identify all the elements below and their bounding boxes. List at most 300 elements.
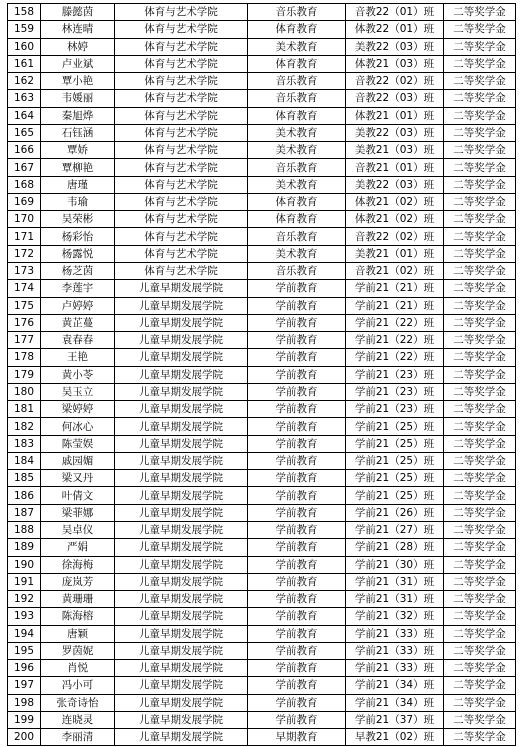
college-name-cell: 体育与艺术学院 [115,142,248,159]
major-name-cell: 学前教育 [248,625,346,642]
class-name-cell: 学前21（25）班 [346,418,444,435]
award-level-cell: 二等奖学金 [444,280,516,297]
award-level-cell: 二等奖学金 [444,521,516,538]
row-number-cell: 186 [8,487,41,504]
class-name-cell: 美教22（03）班 [346,176,444,193]
row-number-cell: 160 [8,38,41,55]
row-number-cell: 180 [8,383,41,400]
major-name-cell: 音乐教育 [248,262,346,279]
student-name-cell: 肖悦 [41,660,115,677]
student-name-cell: 林婷 [41,38,115,55]
class-name-cell: 美教22（03）班 [346,38,444,55]
row-number-cell: 197 [8,677,41,694]
row-number-cell: 159 [8,21,41,38]
class-name-cell: 学前21（22）班 [346,332,444,349]
row-number-cell: 193 [8,608,41,625]
college-name-cell: 儿童早期发展学院 [115,487,248,504]
student-name-cell: 杨芝茵 [41,262,115,279]
college-name-cell: 儿童早期发展学院 [115,556,248,573]
major-name-cell: 美术教育 [248,124,346,141]
college-name-cell: 儿童早期发展学院 [115,332,248,349]
major-name-cell: 学前教育 [248,711,346,728]
major-name-cell: 美术教育 [248,38,346,55]
class-name-cell: 学前21（33）班 [346,660,444,677]
college-name-cell: 体育与艺术学院 [115,159,248,176]
college-name-cell: 儿童早期发展学院 [115,625,248,642]
award-level-cell: 二等奖学金 [444,677,516,694]
college-name-cell: 儿童早期发展学院 [115,470,248,487]
award-level-cell: 二等奖学金 [444,55,516,72]
award-level-cell: 二等奖学金 [444,124,516,141]
row-number-cell: 191 [8,573,41,590]
row-number-cell: 185 [8,470,41,487]
row-number-cell: 177 [8,332,41,349]
table-row [8,159,516,176]
class-name-cell: 学前21（23）班 [346,401,444,418]
table-row [8,383,516,400]
college-name-cell: 儿童早期发展学院 [115,521,248,538]
scholarship-table [7,3,516,746]
student-name-cell: 覃柳艳 [41,159,115,176]
college-name-cell: 儿童早期发展学院 [115,401,248,418]
class-name-cell: 音教21（02）班 [346,262,444,279]
college-name-cell: 儿童早期发展学院 [115,383,248,400]
student-name-cell: 覃娇 [41,142,115,159]
award-level-cell: 二等奖学金 [444,262,516,279]
major-name-cell: 学前教育 [248,521,346,538]
table-row [8,211,516,228]
major-name-cell: 学前教育 [248,470,346,487]
class-name-cell: 体教21（01）班 [346,107,444,124]
table-row [8,470,516,487]
table-row [8,349,516,366]
award-level-cell: 二等奖学金 [444,142,516,159]
row-number-cell: 169 [8,193,41,210]
class-name-cell: 学前21（22）班 [346,314,444,331]
row-number-cell: 175 [8,297,41,314]
award-level-cell: 二等奖学金 [444,418,516,435]
student-name-cell: 石钰涵 [41,124,115,141]
student-name-cell: 梁婷婷 [41,401,115,418]
student-name-cell: 徐海梅 [41,556,115,573]
major-name-cell: 早期教育 [248,729,346,746]
major-name-cell: 美术教育 [248,176,346,193]
class-name-cell: 体教21（02）班 [346,211,444,228]
major-name-cell: 体育教育 [248,193,346,210]
row-number-cell: 162 [8,73,41,90]
student-name-cell: 杨露悦 [41,245,115,262]
table-row [8,332,516,349]
award-level-cell: 二等奖学金 [444,332,516,349]
class-name-cell: 学前21（21）班 [346,280,444,297]
college-name-cell: 儿童早期发展学院 [115,314,248,331]
major-name-cell: 音乐教育 [248,90,346,107]
class-name-cell: 学前21（30）班 [346,556,444,573]
college-name-cell: 体育与艺术学院 [115,4,248,21]
major-name-cell: 学前教育 [248,694,346,711]
class-name-cell: 音教21（01）班 [346,159,444,176]
class-name-cell: 音教22（01）班 [346,4,444,21]
award-level-cell: 二等奖学金 [444,366,516,383]
award-level-cell: 二等奖学金 [444,660,516,677]
class-name-cell: 学前21（25）班 [346,452,444,469]
student-name-cell: 黄小苓 [41,366,115,383]
major-name-cell: 学前教育 [248,591,346,608]
college-name-cell: 体育与艺术学院 [115,193,248,210]
student-name-cell: 陈海榕 [41,608,115,625]
table-row [8,625,516,642]
award-level-cell: 二等奖学金 [444,228,516,245]
table-row [8,642,516,659]
class-name-cell: 学前21（28）班 [346,539,444,556]
major-name-cell: 体育教育 [248,107,346,124]
class-name-cell: 学前21（22）班 [346,349,444,366]
college-name-cell: 体育与艺术学院 [115,245,248,262]
student-name-cell: 卢婷婷 [41,297,115,314]
college-name-cell: 儿童早期发展学院 [115,729,248,746]
award-level-cell: 二等奖学金 [444,435,516,452]
class-name-cell: 学前21（25）班 [346,435,444,452]
row-number-cell: 190 [8,556,41,573]
student-name-cell: 梁菲娜 [41,504,115,521]
major-name-cell: 体育教育 [248,21,346,38]
student-name-cell: 张奇诗怡 [41,694,115,711]
student-name-cell: 何冰心 [41,418,115,435]
class-name-cell: 早教21（02）班 [346,729,444,746]
student-name-cell: 罗茵妮 [41,642,115,659]
award-level-cell: 二等奖学金 [444,297,516,314]
table-body [8,4,516,746]
row-number-cell: 198 [8,694,41,711]
class-name-cell: 学前21（34）班 [346,677,444,694]
student-name-cell: 王艳 [41,349,115,366]
award-level-cell: 二等奖学金 [444,504,516,521]
row-number-cell: 178 [8,349,41,366]
college-name-cell: 儿童早期发展学院 [115,591,248,608]
student-name-cell: 唐颖 [41,625,115,642]
student-name-cell: 吴玉立 [41,383,115,400]
award-level-cell: 二等奖学金 [444,608,516,625]
college-name-cell: 儿童早期发展学院 [115,573,248,590]
class-name-cell: 体教21（03）班 [346,55,444,72]
award-level-cell: 二等奖学金 [444,193,516,210]
award-level-cell: 二等奖学金 [444,729,516,746]
award-level-cell: 二等奖学金 [444,107,516,124]
college-name-cell: 儿童早期发展学院 [115,694,248,711]
award-level-cell: 二等奖学金 [444,90,516,107]
major-name-cell: 学前教育 [248,487,346,504]
major-name-cell: 学前教育 [248,660,346,677]
college-name-cell: 儿童早期发展学院 [115,366,248,383]
row-number-cell: 184 [8,452,41,469]
class-name-cell: 美教21（01）班 [346,245,444,262]
college-name-cell: 儿童早期发展学院 [115,418,248,435]
table-row [8,711,516,728]
college-name-cell: 儿童早期发展学院 [115,349,248,366]
award-level-cell: 二等奖学金 [444,573,516,590]
award-level-cell: 二等奖学金 [444,383,516,400]
student-name-cell: 唐瑾 [41,176,115,193]
major-name-cell: 学前教育 [248,314,346,331]
major-name-cell: 学前教育 [248,297,346,314]
college-name-cell: 体育与艺术学院 [115,21,248,38]
college-name-cell: 儿童早期发展学院 [115,677,248,694]
class-name-cell: 音教22（03）班 [346,90,444,107]
row-number-cell: 171 [8,228,41,245]
award-level-cell: 二等奖学金 [444,470,516,487]
award-level-cell: 二等奖学金 [444,452,516,469]
major-name-cell: 学前教育 [248,332,346,349]
row-number-cell: 196 [8,660,41,677]
table-row [8,366,516,383]
college-name-cell: 体育与艺术学院 [115,73,248,90]
row-number-cell: 166 [8,142,41,159]
award-level-cell: 二等奖学金 [444,349,516,366]
major-name-cell: 学前教育 [248,280,346,297]
major-name-cell: 体育教育 [248,55,346,72]
table-row [8,452,516,469]
row-number-cell: 167 [8,159,41,176]
award-level-cell: 二等奖学金 [444,642,516,659]
table-row [8,591,516,608]
college-name-cell: 体育与艺术学院 [115,176,248,193]
major-name-cell: 音乐教育 [248,73,346,90]
major-name-cell: 音乐教育 [248,159,346,176]
row-number-cell: 164 [8,107,41,124]
major-name-cell: 学前教育 [248,366,346,383]
table-row [8,193,516,210]
student-name-cell: 吴荣彬 [41,211,115,228]
row-number-cell: 158 [8,4,41,21]
table-row [8,401,516,418]
table-row [8,124,516,141]
college-name-cell: 儿童早期发展学院 [115,539,248,556]
table-row [8,608,516,625]
student-name-cell: 滕懿茵 [41,4,115,21]
row-number-cell: 192 [8,591,41,608]
table-row [8,677,516,694]
major-name-cell: 学前教育 [248,608,346,625]
row-number-cell: 161 [8,55,41,72]
student-name-cell: 覃小艳 [41,73,115,90]
award-level-cell: 二等奖学金 [444,73,516,90]
table-row [8,556,516,573]
row-number-cell: 187 [8,504,41,521]
class-name-cell: 学前21（27）班 [346,521,444,538]
class-name-cell: 美教22（03）班 [346,124,444,141]
table-row [8,280,516,297]
student-name-cell: 陈莹娱 [41,435,115,452]
table-row [8,521,516,538]
row-number-cell: 179 [8,366,41,383]
row-number-cell: 195 [8,642,41,659]
class-name-cell: 体教22（01）班 [346,21,444,38]
row-number-cell: 163 [8,90,41,107]
table-row [8,314,516,331]
major-name-cell: 学前教育 [248,556,346,573]
student-name-cell: 连晓灵 [41,711,115,728]
award-level-cell: 二等奖学金 [444,401,516,418]
student-name-cell: 杨彩怡 [41,228,115,245]
major-name-cell: 体育教育 [248,211,346,228]
college-name-cell: 体育与艺术学院 [115,55,248,72]
student-name-cell: 黄珊珊 [41,591,115,608]
award-level-cell: 二等奖学金 [444,625,516,642]
award-level-cell: 二等奖学金 [444,21,516,38]
table-row [8,729,516,746]
row-number-cell: 183 [8,435,41,452]
award-level-cell: 二等奖学金 [444,38,516,55]
class-name-cell: 学前21（33）班 [346,625,444,642]
award-level-cell: 二等奖学金 [444,711,516,728]
class-name-cell: 学前21（23）班 [346,366,444,383]
student-name-cell: 戚园媚 [41,452,115,469]
college-name-cell: 儿童早期发展学院 [115,452,248,469]
table-row [8,21,516,38]
table-row [8,694,516,711]
college-name-cell: 体育与艺术学院 [115,124,248,141]
major-name-cell: 学前教育 [248,642,346,659]
student-name-cell: 冯小可 [41,677,115,694]
table-row [8,176,516,193]
row-number-cell: 165 [8,124,41,141]
table-row [8,245,516,262]
college-name-cell: 儿童早期发展学院 [115,435,248,452]
table-row [8,55,516,72]
table-row [8,487,516,504]
student-name-cell: 吴卓仪 [41,521,115,538]
class-name-cell: 学前21（25）班 [346,487,444,504]
major-name-cell: 学前教育 [248,435,346,452]
student-name-cell: 李莲宇 [41,280,115,297]
row-number-cell: 194 [8,625,41,642]
major-name-cell: 学前教育 [248,401,346,418]
college-name-cell: 儿童早期发展学院 [115,711,248,728]
table-row [8,142,516,159]
college-name-cell: 体育与艺术学院 [115,262,248,279]
award-level-cell: 二等奖学金 [444,176,516,193]
row-number-cell: 182 [8,418,41,435]
class-name-cell: 学前21（23）班 [346,383,444,400]
row-number-cell: 199 [8,711,41,728]
class-name-cell: 学前21（32）班 [346,608,444,625]
award-level-cell: 二等奖学金 [444,245,516,262]
class-name-cell: 学前21（21）班 [346,297,444,314]
row-number-cell: 200 [8,729,41,746]
major-name-cell: 学前教育 [248,677,346,694]
college-name-cell: 体育与艺术学院 [115,211,248,228]
college-name-cell: 儿童早期发展学院 [115,297,248,314]
college-name-cell: 儿童早期发展学院 [115,280,248,297]
class-name-cell: 学前21（31）班 [346,573,444,590]
college-name-cell: 体育与艺术学院 [115,38,248,55]
award-level-cell: 二等奖学金 [444,694,516,711]
student-name-cell: 叶倩文 [41,487,115,504]
row-number-cell: 168 [8,176,41,193]
student-name-cell: 庞岚芳 [41,573,115,590]
award-level-cell: 二等奖学金 [444,211,516,228]
table-row [8,73,516,90]
college-name-cell: 儿童早期发展学院 [115,660,248,677]
class-name-cell: 学前21（31）班 [346,591,444,608]
award-level-cell: 二等奖学金 [444,159,516,176]
class-name-cell: 音教22（02）班 [346,73,444,90]
class-name-cell: 学前21（37）班 [346,711,444,728]
student-name-cell: 黄芷蔓 [41,314,115,331]
college-name-cell: 儿童早期发展学院 [115,642,248,659]
major-name-cell: 音乐教育 [248,4,346,21]
major-name-cell: 学前教育 [248,452,346,469]
table-row [8,38,516,55]
college-name-cell: 儿童早期发展学院 [115,504,248,521]
award-level-cell: 二等奖学金 [444,314,516,331]
table-row [8,504,516,521]
table-row [8,435,516,452]
award-level-cell: 二等奖学金 [444,539,516,556]
student-name-cell: 严娟 [41,539,115,556]
table-row [8,262,516,279]
student-name-cell: 韦瑜 [41,193,115,210]
major-name-cell: 学前教育 [248,418,346,435]
award-level-cell: 二等奖学金 [444,591,516,608]
award-level-cell: 二等奖学金 [444,556,516,573]
student-name-cell: 秦旭烨 [41,107,115,124]
major-name-cell: 美术教育 [248,142,346,159]
row-number-cell: 173 [8,262,41,279]
college-name-cell: 体育与艺术学院 [115,90,248,107]
college-name-cell: 体育与艺术学院 [115,228,248,245]
row-number-cell: 174 [8,280,41,297]
student-name-cell: 李丽清 [41,729,115,746]
class-name-cell: 美教21（03）班 [346,142,444,159]
table-row [8,573,516,590]
college-name-cell: 体育与艺术学院 [115,107,248,124]
college-name-cell: 儿童早期发展学院 [115,608,248,625]
table-row [8,660,516,677]
student-name-cell: 林连晴 [41,21,115,38]
major-name-cell: 学前教育 [248,504,346,521]
row-number-cell: 189 [8,539,41,556]
major-name-cell: 学前教育 [248,573,346,590]
table-row [8,107,516,124]
class-name-cell: 学前21（25）班 [346,470,444,487]
row-number-cell: 176 [8,314,41,331]
row-number-cell: 172 [8,245,41,262]
table-row [8,90,516,107]
student-name-cell: 韦媛丽 [41,90,115,107]
class-name-cell: 音教22（02）班 [346,228,444,245]
class-name-cell: 学前21（34）班 [346,694,444,711]
table-row [8,418,516,435]
class-name-cell: 学前21（26）班 [346,504,444,521]
class-name-cell: 体教21（02）班 [346,193,444,210]
award-level-cell: 二等奖学金 [444,487,516,504]
major-name-cell: 学前教育 [248,349,346,366]
table-row [8,297,516,314]
major-name-cell: 学前教育 [248,539,346,556]
major-name-cell: 美术教育 [248,245,346,262]
table-row [8,4,516,21]
student-name-cell: 卢业斌 [41,55,115,72]
class-name-cell: 学前21（33）班 [346,642,444,659]
student-name-cell: 袁春春 [41,332,115,349]
table-row [8,539,516,556]
student-name-cell: 梁又丹 [41,470,115,487]
row-number-cell: 170 [8,211,41,228]
major-name-cell: 音乐教育 [248,228,346,245]
row-number-cell: 188 [8,521,41,538]
table-row [8,228,516,245]
